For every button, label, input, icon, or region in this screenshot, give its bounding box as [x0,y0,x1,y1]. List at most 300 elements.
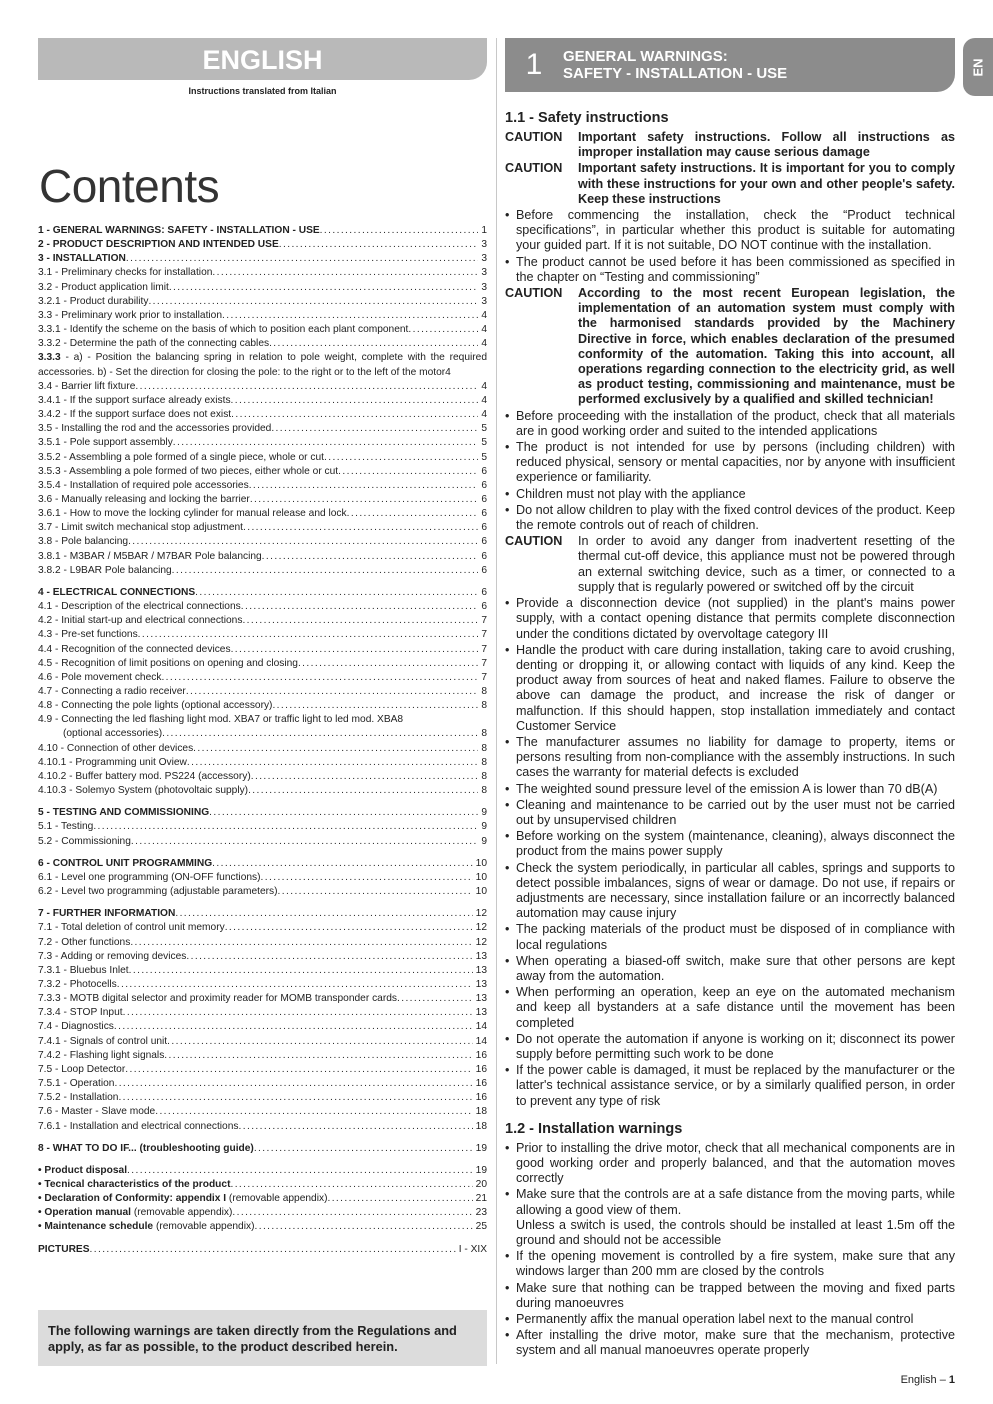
bullet-text: Cleaning and maintenance to be carried out by the user must not be carried out by unsupervised children [516,797,955,827]
toc-entry-title: - Connecting a radio receiver [52,686,186,697]
toc-entry-number: 3.6 [38,493,53,505]
toc-entry-number: PICTURES [38,1243,90,1255]
toc-entry[interactable] [38,1120,487,1134]
toc-leader-dots [225,921,473,935]
toc-entry-page: 13 [475,993,487,1005]
toc-entry[interactable] [38,614,487,628]
toc-entry-number: 5.2 [38,835,53,847]
toc-entry-page: 6 [481,536,487,548]
toc-entry[interactable] [38,978,487,992]
bullet-text: Make sure that nothing can be trapped between the moving and fixed parts during manoeuvres [516,1280,955,1310]
toc-entry[interactable] [38,451,487,465]
toc-entry[interactable] [38,238,487,252]
toc-entry-title: - Solemyo System (photovoltaic supply) [66,785,249,797]
bullet-marker: • [505,1140,510,1155]
toc-entry[interactable] [38,600,487,614]
bullet-text: When performing an operation, keep an eye on the automated mechanism and keep all bystanders at a safe distance until the movement has been completed [516,985,955,1030]
toc-entry-number: 6.2 [38,886,53,898]
toc-entry-number: 6.1 [38,871,53,883]
toc-entry-text [38,422,271,436]
toc-gap [38,1235,487,1243]
toc-entry-text [38,857,212,871]
toc-entry-title: - Manually releasing and locking the barrier [52,493,250,505]
toc-leader-dots [129,964,473,978]
toc-entry-number: • Maintenance schedule [38,1221,154,1233]
caution-item [505,286,955,408]
bullet-marker: • [505,1312,510,1327]
toc-entry[interactable] [38,699,487,713]
toc-leader-dots [172,564,479,578]
toc-entry-title: - How to move the locking cylinder for manual release and lock [60,508,347,520]
toc-leader-dots [135,380,478,394]
toc-entry[interactable] [38,820,487,834]
toc-entry-text [38,770,251,784]
toc-entry-title: - Connecting the led flashing light mod. XBA7 or traffic light to led mod. XBA8 [52,714,404,726]
toc-entry-number: 3.5.4 [38,479,61,491]
bullet-item [505,1249,955,1279]
toc-entry-number: 3.5.3 [38,465,61,477]
toc-entry-title: (optional accessories) [63,728,163,740]
toc-entry[interactable] [38,628,487,642]
toc-entry-page: 8 [481,785,487,797]
toc-entry-page: 12 [475,922,487,934]
toc-entry[interactable] [38,1077,487,1091]
toc-leader-dots [164,1049,472,1063]
toc-entry-text [38,1220,254,1234]
bullet-marker: • [505,486,510,501]
toc-leader-dots [397,992,473,1006]
toc-entry-number: 3.8.1 [38,550,61,562]
toc-entry-title: - Master - Slave mode [52,1106,156,1118]
toc-entry-page: 5 [481,437,487,449]
footer-language: English – [900,1374,949,1386]
toc-entry-text [38,871,261,885]
column-divider [496,38,497,1364]
toc-entry[interactable] [38,1243,487,1257]
toc-entry-text [63,727,162,741]
toc-leader-dots [127,1164,473,1178]
toc-entry-number: 3.5 [38,423,53,435]
toc-entry-title: - Recognition of limit positions on opening and closing [52,657,298,669]
toc-leader-dots [126,252,478,266]
toc-entry[interactable] [38,806,487,820]
toc-entry-page: 10 [475,857,487,869]
toc-entry-title: - Installation and electrical connections [60,1120,239,1132]
toc-leader-dots [320,224,479,238]
toc-entry-number: 7.4.2 [38,1049,61,1061]
toc-entry-page: 8 [481,686,487,697]
toc-entry[interactable] [38,224,487,238]
bullet-item [505,1312,955,1327]
toc-entry-text [38,479,249,493]
toc-entry[interactable] [38,1049,487,1063]
bullet-item [505,1141,955,1187]
bullet-marker: • [505,953,510,968]
caution-label: CAUTION [505,161,563,176]
toc-entry-page: 4 [481,309,487,321]
toc-entry-number: 3.6.1 [38,508,61,520]
bullet-text: The product is not intended for use by persons (including children) with reduced physical, sensory or mental capacities, nor by anyone with insufficient experience or familiarity. [516,440,955,485]
bullet-text: Before commencing the installation, check the “Product technical specifications”, in particular whether this product is suitable for automating your guided part. If it is not suitable, DO NOT continue with the installation. [516,208,955,253]
toc-entry-title: - Determine the path of the connecting cables [60,338,270,350]
toc-entry-number: 4.4 [38,643,53,655]
bullet-text-block [516,735,955,781]
toc-entry-number: 3.1 [38,267,53,279]
page-footer [901,1374,955,1386]
toc-leader-dots [125,1063,472,1077]
toc-entry-text [38,394,231,408]
toc-leader-dots [279,238,479,252]
toc-entry-page: 4 [481,338,487,350]
bullet-text: If the opening movement is controlled by a fire system, make sure that any windows larger than 200 mm are closed by the controls [516,1249,955,1279]
bullet-text: Provide a disconnection device (not supplied) in the plant's mains power supply, with a contact opening distance that permits complete disconnection under the conditions dictated by overvoltage category III [516,596,955,641]
toc-entry-text [38,1243,90,1257]
bullet-text-block [516,829,955,859]
toc-entry-number: 4.10.3 [38,785,67,797]
toc-entry-page: 7 [481,671,487,683]
bullet-text-block [516,861,955,922]
toc-leader-dots [327,1192,472,1206]
toc-leader-dots [242,614,478,628]
toc-entry-title: - Total deletion of control unit memory [52,922,225,934]
toc-gap [38,1156,487,1164]
toc-entry-page: 6 [481,522,487,534]
toc-entry[interactable] [38,671,487,685]
toc-entry[interactable] [38,885,487,899]
toc-entry-page: 4 [445,366,451,378]
toc-entry-page: 13 [475,964,487,976]
toc-entry-page: 8 [481,728,487,740]
toc-entry-text [38,643,231,657]
bullet-marker: • [505,1280,510,1295]
toc-entry[interactable] [38,380,487,394]
toc-entry[interactable] [38,436,487,450]
toc-entry[interactable] [38,756,487,770]
toc-entry[interactable] [38,1063,487,1077]
toc-entry-text [38,521,243,535]
toc-entry[interactable] [38,685,487,699]
bullet-item [505,735,955,781]
toc-entry-page: 19 [475,1164,487,1176]
toc-leader-dots [161,671,478,685]
toc-entry-text [38,323,408,337]
toc-entry[interactable] [38,871,487,885]
toc-entry-number: 3.8.2 [38,564,61,576]
bullet-text-block [516,985,955,1031]
toc-leader-dots [254,1220,472,1234]
toc-entry-number: 4.10.2 [38,770,67,782]
toc-leader-dots [186,950,472,964]
toc-entry-page: 3 [481,281,487,293]
bullet-item [505,985,955,1031]
toc-entry-title: - Level two programming (adjustable parameters) [52,886,278,898]
toc-entry-title: - If the support surface already exists [60,394,231,406]
caution-item [505,534,955,595]
toc-entry-text [38,1142,254,1156]
toc-entry-number: 4.2 [38,615,53,627]
toc-entry[interactable] [38,950,487,964]
toc-entry-page: 18 [475,1120,487,1132]
toc-entry-text [38,436,173,450]
toc-entry-title: - STOP Input [60,1007,123,1019]
toc-leader-dots [231,643,479,657]
toc-entry[interactable] [38,936,487,950]
toc-entry[interactable] [38,535,487,549]
bullet-item [505,829,955,859]
toc-entry-number: 4.6 [38,671,53,683]
toc-entry[interactable] [38,351,487,379]
toc-entry-number: 1 - GENERAL WARNINGS: SAFETY - INSTALLATION - USE [38,225,320,236]
toc-entry-number: 2 - PRODUCT DESCRIPTION AND INTENDED USE [38,239,279,251]
toc-entry[interactable] [38,657,487,671]
toc-entry-number: 4.8 [38,700,53,712]
toc-entry-page: 7 [481,657,487,669]
toc-entry-number: 7.2 [38,936,53,948]
toc-entry-text [38,628,138,642]
toc-entry[interactable] [38,1091,487,1105]
toc-entry[interactable] [38,394,487,408]
bullet-text-extra: Unless a switch is used, the controls should be installed at least 1.5m off the ground and should not be accessible [516,1217,955,1248]
language-tab [963,38,993,96]
toc-entry[interactable] [38,550,487,564]
toc-entry-title: - Product application limit [52,281,169,293]
toc-entry-text [38,756,187,770]
toc-entry-text [38,295,148,309]
toc-entry-page: 13 [475,950,487,962]
toc-entry[interactable] [38,1142,487,1156]
toc-entry-number: 7.5 [38,1063,53,1075]
toc-entry-title: - Initial start-up and electrical connections [52,615,243,627]
toc-leader-dots [254,1142,473,1156]
bullet-text: The weighted sound pressure level of the emission A is lower than 70 dB(A) [516,781,938,796]
toc-entry[interactable] [38,507,487,521]
toc-entry-title: - Limit switch mechanical stop adjustment [52,522,243,534]
toc-entry-text [38,950,186,964]
toc-entry[interactable] [38,1020,487,1034]
toc-entry[interactable] [38,964,487,978]
chapter-title-line2: SAFETY - INSTALLATION - USE [563,65,788,82]
toc-entry[interactable] [38,921,487,935]
toc-entry[interactable] [38,643,487,657]
toc-entry-text [38,600,241,614]
toc-entry-page: 4 [481,380,487,392]
toc-entry-text [38,992,397,1006]
toc-leader-dots [114,1077,472,1091]
bullet-marker: • [505,922,510,937]
toc-entry[interactable] [38,1192,487,1206]
bullet-text-block [516,782,955,797]
toc-entry[interactable] [38,835,487,849]
toc-entry[interactable] [38,727,487,741]
toc-entry-page: 9 [481,835,487,847]
toc-entry-page: 14 [475,1035,487,1047]
toc-leader-dots [261,871,473,885]
bullet-text: Make sure that the controls are at a safe distance from the moving parts, while allowing a good view of them. [516,1187,955,1217]
toc-entry-text [38,309,222,323]
toc-entry-number: 7.1 [38,922,53,934]
toc-entry-text [38,507,347,521]
toc-entry[interactable] [38,479,487,493]
toc-entry-number: 3.3.3 [38,352,61,364]
toc-entry-text [38,252,126,266]
toc-entry-page: 18 [475,1106,487,1118]
toc-entry-text [38,1164,127,1178]
toc-entry-number: • Operation manual [38,1207,132,1219]
toc-entry[interactable] [38,493,487,507]
bullet-item [505,409,955,439]
bullet-marker: • [505,1249,510,1264]
caution-text: Important safety instructions. Follow all instructions as improper installation may cause serious damage [578,130,955,160]
toc-entry-text [38,238,279,252]
toc-entry-number: 7.4.1 [38,1035,61,1047]
toc-entry-page: 13 [475,1007,487,1019]
toc-leader-dots [128,535,478,549]
toc-leader-dots [90,1243,456,1257]
toc-entry[interactable] [38,408,487,422]
bullet-marker: • [505,208,510,223]
toc-entry-page: 4 [481,324,487,336]
toc-leader-dots [269,337,478,351]
toc-entry[interactable] [38,323,487,337]
toc-entry-page: 6 [481,601,487,613]
toc-entry-text [38,337,269,351]
toc-entry[interactable] [38,1105,487,1119]
toc-leader-dots [155,1105,472,1119]
bullet-text-block [516,1187,955,1248]
toc-entry[interactable] [38,521,487,535]
toc-entry[interactable] [38,742,487,756]
toc-entry[interactable] [38,252,487,266]
toc-entry[interactable] [38,1035,487,1049]
toc-entry-text [38,657,298,671]
toc-gap [38,578,487,586]
toc-entry[interactable] [38,713,487,727]
toc-entry-number: 8 - WHAT TO DO IF... (troubleshooting guide) [38,1142,254,1154]
toc-leader-dots [117,978,473,992]
toc-entry-number: 3.5.1 [38,437,61,449]
toc-entry-page: 5 [481,423,487,435]
toc-entry-title: - Commissioning [52,835,131,847]
toc-entry-page: 6 [481,493,487,505]
toc-entry-number: 7.6 [38,1106,53,1118]
bullet-text-block [516,487,955,502]
toc-entry-text [38,1105,155,1119]
toc-entry-page: 4 [481,409,487,421]
toc-entry-number: 3.5.2 [38,451,61,463]
bullet-text: If the power cable is damaged, it must be replaced by the manufacturer or the latter's technical assistance service, or by a similarly qualified person, in order to prevent any type of risk [516,1063,955,1108]
bullet-item [505,798,955,828]
toc-entry[interactable] [38,564,487,578]
toc-entry-page: 6 [481,465,487,477]
toc-entry[interactable] [38,1206,487,1220]
toc-entry[interactable] [38,1178,487,1192]
toc-entry[interactable] [38,1006,487,1020]
bullet-marker: • [505,642,510,657]
toc-entry[interactable] [38,784,487,798]
toc-leader-dots [222,309,478,323]
toc-entry[interactable] [38,907,487,921]
toc-leader-dots [241,600,479,614]
toc-entry-title: - Connection of other devices [57,742,194,754]
toc-entry-title: - Pre-set functions [52,629,138,641]
bullet-marker: • [505,781,510,796]
contents-title: Contents [39,160,220,212]
toc-entry[interactable] [38,266,487,280]
toc-leader-dots [272,699,478,713]
bullet-item [505,782,955,797]
toc-leader-dots [232,1206,472,1220]
toc-entry-title: - Assembling a pole formed of two pieces, either whole or cut [60,465,339,477]
toc-entry-number: 3.2.1 [38,295,61,307]
toc-entry[interactable] [38,295,487,309]
caution-item [505,161,955,207]
bullet-text-block [516,1328,955,1358]
toc-entry-page: I - XIX [458,1243,487,1255]
bullet-marker: • [505,408,510,423]
toc-entry-title: - Programming unit Oview [66,756,187,768]
toc-entry-text [38,978,117,992]
chapter-number: 1 [525,48,543,81]
chapter-title-line1: GENERAL WARNINGS: [563,48,728,65]
toc-entry[interactable] [38,422,487,436]
toc-entry-title: - If the support surface does not exist [60,409,232,421]
toc-entry[interactable] [38,992,487,1006]
toc-entry[interactable] [38,309,487,323]
bullet-text-block [516,798,955,828]
toc-leader-dots [118,1091,472,1105]
toc-entry-page: 13 [475,978,487,990]
toc-gap [38,899,487,907]
toc-entry[interactable] [38,586,487,600]
bullet-item [505,1063,955,1109]
bullet-text-block [516,643,955,734]
toc-leader-dots [187,756,478,770]
caution-text: In order to avoid any danger from inadvertent resetting of the thermal cut-off device, this appliance must not be powered through an external switching device, such as a timer, or connected to a supply that is regularly powered or switched off by the circuit [578,534,955,594]
bullet-text: After installing the drive motor, make sure that the mechanism, protective system and all manual manoeuvres operate properly [516,1328,955,1358]
toc-entry[interactable] [38,281,487,295]
toc-entry-page: 1 [481,225,487,236]
toc-entry-title: - Level one programming (ON-OFF functions) [52,871,261,883]
toc-entry[interactable] [38,770,487,784]
toc-entry[interactable] [38,857,487,871]
toc-entry-number: 5.1 [38,821,53,833]
bullet-text-block [516,1249,955,1279]
toc-leader-dots [131,835,478,849]
bullet-item [505,1328,955,1358]
toc-leader-dots [239,1120,473,1134]
toc-entry-number: 3.7 [38,522,53,534]
toc-entry[interactable] [38,1164,487,1178]
toc-entry-number: 7.3.1 [38,964,61,976]
bullet-marker: • [505,1187,510,1202]
bullet-text-block [516,596,955,642]
toc-entry[interactable] [38,337,487,351]
toc-entry-text [38,1049,164,1063]
caution-label: CAUTION [505,130,563,144]
toc-entry-page [403,713,406,727]
toc-leader-dots [123,1006,473,1020]
toc-entry-page: 9 [481,821,487,833]
toc-entry[interactable] [38,1220,487,1234]
toc-entry-number: 7.4 [38,1021,53,1033]
toc-entry-title: - Installation [60,1092,119,1104]
toc-entry-title: - Preliminary checks for installation [52,267,213,279]
toc-entry-text [38,535,128,549]
bullet-item [505,1187,955,1248]
bullet-text: The manufacturer assumes no liability for damage to property, items or persons resulting from non-compliance with the assembly instructions. In such cases the warranty for material defects is excluded [516,734,955,780]
toc-entry[interactable] [38,465,487,479]
toc-entry-title: (removable appendix) [226,1193,328,1205]
